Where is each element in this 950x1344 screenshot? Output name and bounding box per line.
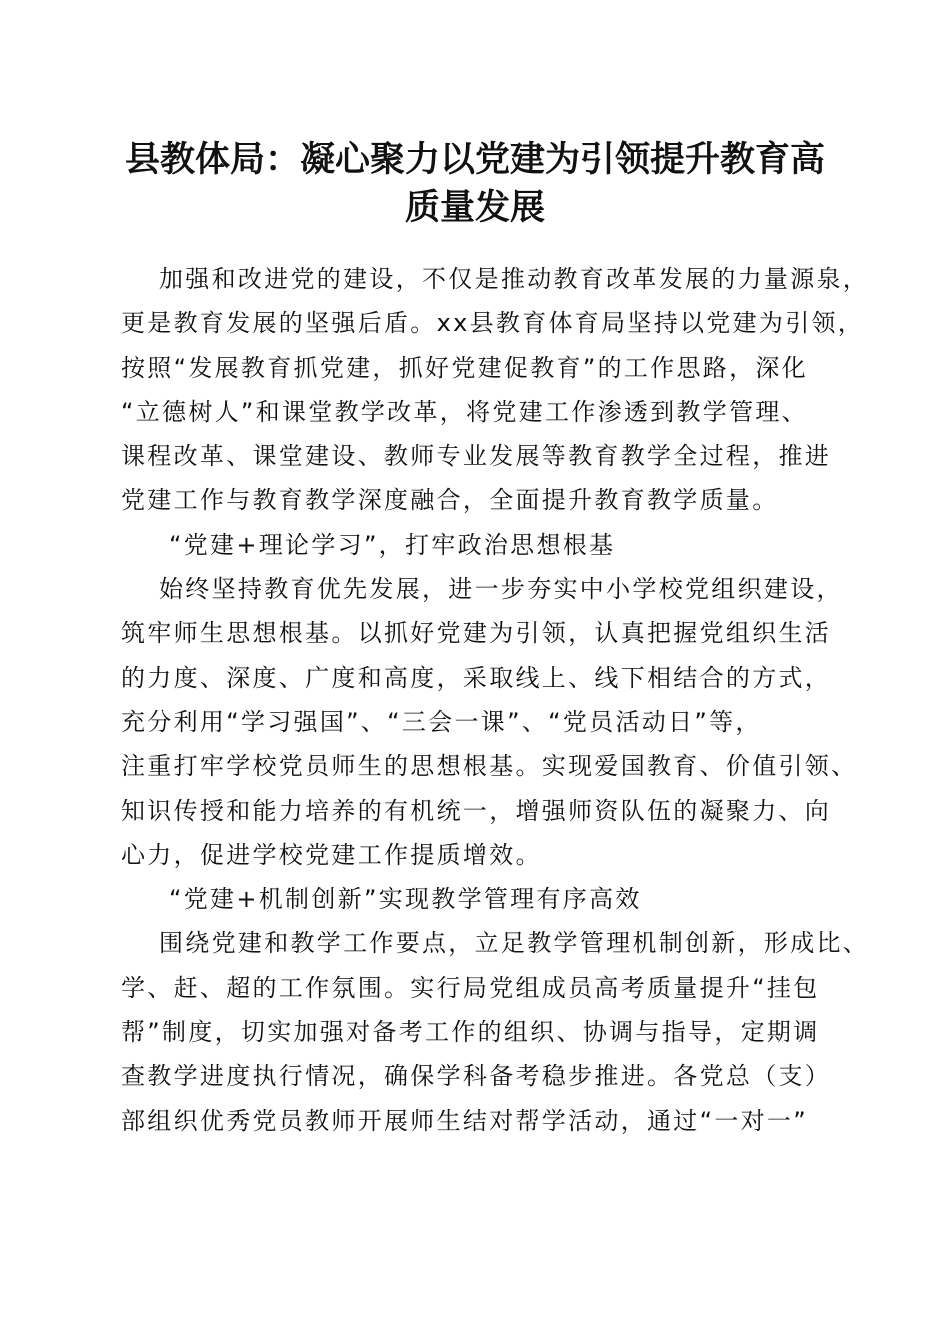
text-line: 围绕党建和教学工作要点，立足教学管理机制创新，形成比、 xyxy=(159,929,870,958)
text-line: 知识传授和能力培养的有机统一，增强师资队伍的凝聚力、向 xyxy=(121,796,832,825)
text-line: 部组织优秀党员教师开展师生结对帮学活动，通过“一对一” xyxy=(121,1106,808,1135)
text-line: 加强和改进党的建设，不仅是推动教育改革发展的力量源泉， xyxy=(159,265,870,293)
text-line: 学、赶、超的工作氛围。实行局党组成员高考质量提升“挂包 xyxy=(121,973,820,1002)
page-title xyxy=(100,136,850,232)
text-line: 的力度、深度、广度和高度，采取线上、线下相结合的方式， xyxy=(121,663,832,692)
article-body xyxy=(121,257,870,1143)
text-line: 课程改革、课堂建设、教师专业发展等教育教学全过程，推进 xyxy=(121,442,832,471)
text-line: 更是教育发展的坚强后盾。xx县教育体育局坚持以党建为引领， xyxy=(121,309,865,338)
text-line: 按照“发展教育抓党建，抓好党建促教育”的工作思路，深化 xyxy=(121,353,808,382)
title-line-1: 县教体局：凝心聚力以党建为引领提升教育高 xyxy=(124,139,825,180)
text-line: 帮”制度，切实加强对备考工作的组织、协调与指导，定期调 xyxy=(121,1018,820,1047)
text-line: 心力，促进学校党建工作提质增效。 xyxy=(121,840,542,869)
text-line: 始终坚持教育优先发展，进一步夯实中小学校党组织建设， xyxy=(159,575,843,604)
text-line: 充分利用“学习强国”、“三会一课”、“党员活动日”等， xyxy=(121,707,762,736)
text-line: 党建工作与教育教学深度融合，全面提升教育教学质量。 xyxy=(121,486,779,515)
section-heading: “党建+机制创新”实现教学管理有序高效 xyxy=(169,885,642,914)
section-heading: “党建+理论学习”，打牢政治思想根基 xyxy=(169,530,616,559)
title-line-2: 质量发展 xyxy=(404,187,545,228)
text-line: 查教学进度执行情况，确保学科备考稳步推进。各党总（支） xyxy=(121,1062,832,1091)
text-line: 注重打牢学校党员师生的思想根基。实现爱国教育、价值引领、 xyxy=(121,752,858,781)
text-line: “立德树人”和课堂教学改革，将党建工作渗透到教学管理、 xyxy=(121,397,808,426)
text-line: 筑牢师生思想根基。以抓好党建为引领，认真把握党组织生活 xyxy=(121,619,832,648)
